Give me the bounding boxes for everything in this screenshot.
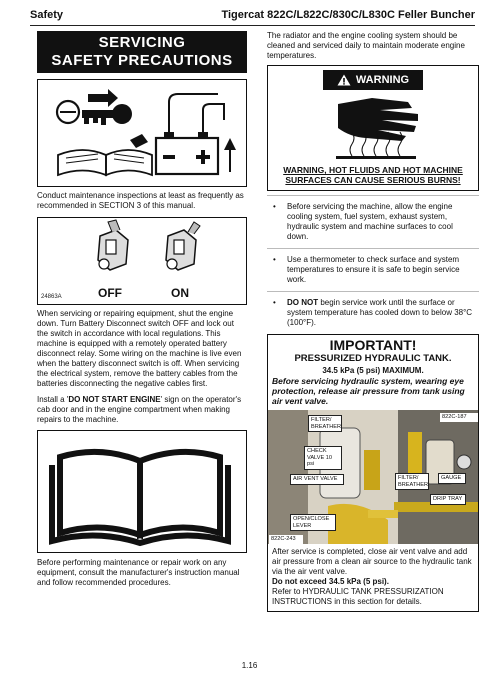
manual-icon [58,134,152,175]
bullet-item: • Use a thermometer to check surface and system temperatures to ensure it is safe to begin service work. [273,255,460,284]
warning-header [323,70,423,90]
switch-on-label: ON [171,286,189,300]
section-title: Safety [30,9,64,21]
lockout-pictogram [37,79,247,187]
battery-switch-figure [37,217,247,305]
refer-instructions-text: Refer to HYDRAULIC TANK PRESSURIZATION INSTRUCTIONS in this section for details. [272,587,444,606]
callout-check-valve: CHECK VALVE 10 psi [304,446,342,470]
bullet-text: Before servicing the machine, allow the engine cooling system, fuel system, exhaust system, hydraulic system and machine surfaces to cool down. [287,202,453,241]
warning-caption: WARNING, HOT FLUIDS AND HOT MACHINE SURFACES CAN CAUSE SERIOUS BURNS! [283,165,463,185]
cooling-system-text: The radiator and the engine cooling system should be cleaned and serviced daily to maintain moderate engine temperatures. [267,31,465,60]
warning-triangle-icon [337,74,351,86]
bullet-item: • Before servicing the machine, allow the engine cooling system, fuel system, exhaust system, hydraulic system and machine surfaces to cool down. [273,202,453,241]
hydraulic-tank-photo [268,410,478,544]
important-title: IMPORTANT! [329,337,417,353]
key-icon [57,89,132,125]
lockout-pictogram-svg [38,80,245,185]
page-header [30,8,475,26]
callout-open-close-lever: OPEN/CLOSE LEVER [290,514,336,531]
manual-pictogram [37,430,247,553]
hot-surface-hand-icon [268,90,477,160]
hot-fluids-warning [267,65,479,191]
do-not-start-text [37,395,247,425]
after-service-text: After service is completed, close air vent valve and add air pressure from a clean air source to the hydraulic tank via the air vent valve. [272,547,472,576]
open-book-icon [38,431,245,551]
warning-label: WARNING [355,74,410,86]
section-title-box [37,31,247,73]
inspections-text: Conduct maintenance inspections at least as frequently as recommended in SECTION 3 of this manual. [37,191,244,210]
battery-icon [156,94,236,174]
important-subtitle: PRESSURIZED HYDRAULIC TANK. [294,353,452,364]
callout-air-vent-valve: AIR VENT VALVE [290,474,344,485]
bullet-text: Use a thermometer to check surface and system temperatures to ensure it is safe to begin service work. [287,255,460,284]
cooldown-bullets [267,195,479,328]
bullet-item: • DO NOT begin service work until the surface or system temperature has cooled down to below 38°C (100°F). [273,298,473,327]
do-not-start-bold: DO NOT START ENGINE [68,395,161,404]
important-box [267,334,479,612]
bullet-bold: DO NOT [287,298,319,307]
machine-title: Tigercat 822C/L822C/830C/L830C Feller Buncher [221,9,475,21]
callout-filter-breather: FILTER/ BREATHER [308,415,342,432]
photo-ref-bottom: 822C-243 [269,535,303,544]
do-not-start-post: ' sign on the operator's cab door and in the engine compartment when making repairs to the machine. [37,395,242,424]
page-number: 1.16 [241,661,258,670]
shutdown-text: When servicing or repairing equipment, shut the engine down. Turn Battery Disconnect switch OFF and lock out the switch in accordance with local regulations. This machine is equipped with a remotely operated battery disconnect relay. Some wiring on the machine is live even when the battery disconnect switch is off. When servicing the electrical system, remove the battery cables from the batteries disconnecting the negative cables first. [37,309,242,388]
switch-part-number: 24863A [41,294,62,300]
battery-switch-svg [38,218,245,303]
switch-on-icon [166,222,200,270]
divider [267,291,479,292]
divider [267,195,479,196]
title-line2: SAFETY PRECAUTIONS [51,52,233,69]
do-not-start-pre: Install a ' [37,395,69,404]
do-not-exceed-bold: Do not exceed 34.5 kPa (5 psi). [272,577,389,586]
callout-drip-tray: DRIP TRAY [430,494,466,505]
switch-off-label: OFF [98,286,122,300]
title-line1: SERVICING [98,34,186,51]
consult-manual-text: Before performing maintenance or repair work on any equipment, consult the manufacturer's instruction manual and follow recommended procedures. [37,558,240,587]
left-column [37,31,247,588]
callout-filter-breather-2: FILTER/ BREATHER [395,473,429,490]
callout-gauge: GAUGE [438,473,466,484]
do-not-exceed-text [272,577,474,587]
important-instruction: Before servicing hydraulic system, wearing eye protection, release air pressure from tank using air vent valve. [272,376,465,406]
bullet-text: begin service work until the surface or system temperature has cooled down to below 38°C (100°F). [287,298,473,327]
right-column [267,31,479,612]
important-pressure: 34.5 kPa (5 psi) MAXIMUM. [322,366,424,375]
switch-off-icon [98,220,128,270]
divider [267,248,479,249]
photo-ref-top: 822C-187 [440,413,478,422]
